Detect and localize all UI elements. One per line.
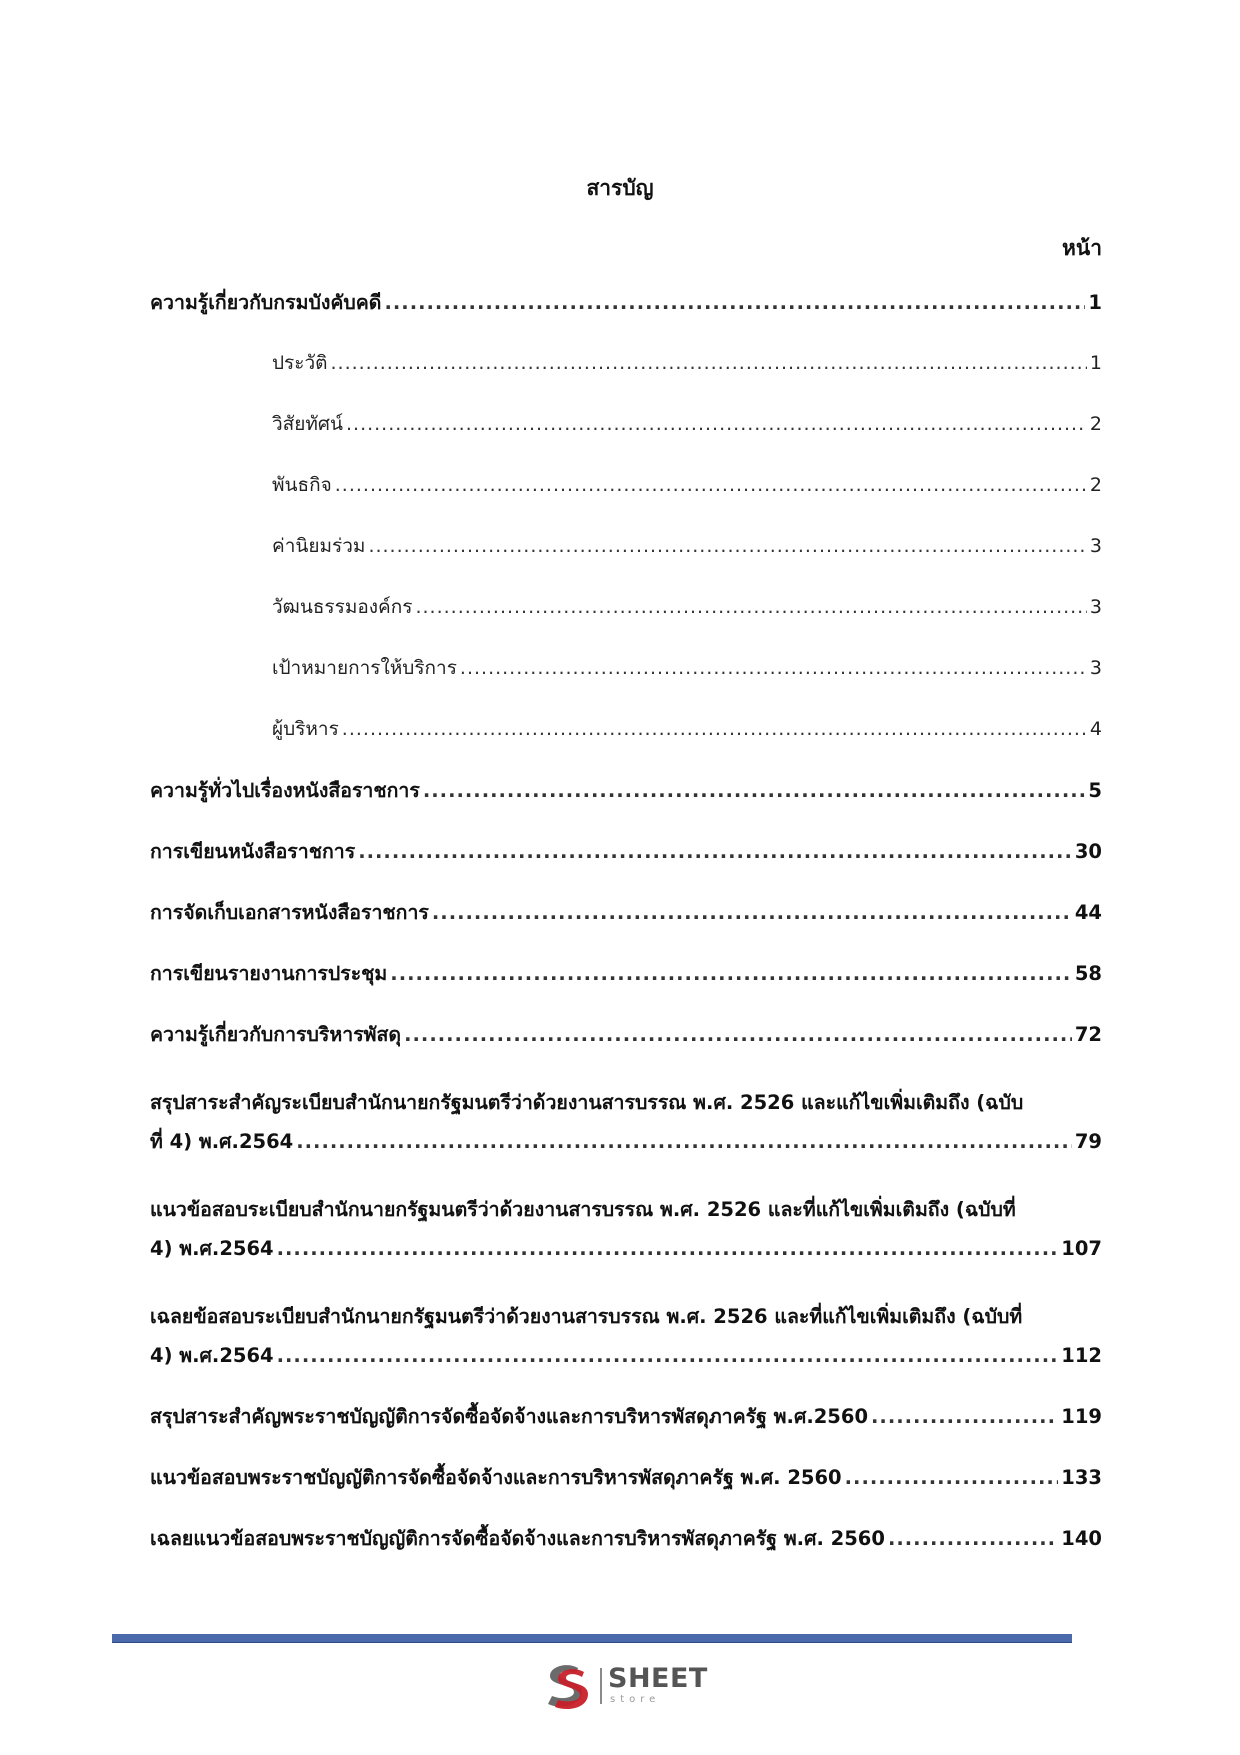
toc-entry-label: สรุปสาระสำคัญพระราชบัญญัติการจัดซื้อจัดจ้างและการบริหารพัสดุภาครัฐ พ.ศ.2560 xyxy=(150,1405,869,1428)
toc-entry-label: การเขียนหนังสือราชการ xyxy=(150,840,356,863)
dot-leader xyxy=(342,718,1087,740)
toc-entry-page: 140 xyxy=(1061,1527,1102,1550)
toc-entry-page: 107 xyxy=(1061,1237,1102,1260)
dot-leader xyxy=(888,1527,1058,1550)
logo-divider xyxy=(600,1668,602,1704)
logo-subtext: store xyxy=(610,1694,661,1705)
toc-entry-label: ผู้บริหาร xyxy=(272,718,339,740)
toc-entry[interactable] xyxy=(150,1462,1102,1523)
toc-subentry[interactable] xyxy=(150,348,1102,409)
toc-entry-page: 2 xyxy=(1089,474,1102,496)
toc-entry-label: ความรู้เกี่ยวกับกรมบังคับคดี xyxy=(150,291,382,314)
dot-leader xyxy=(277,1237,1059,1260)
dot-leader xyxy=(277,1344,1059,1367)
toc-entry-page: 1 xyxy=(1089,352,1102,374)
toc-entry[interactable] xyxy=(150,1401,1102,1462)
toc-subentry[interactable] xyxy=(150,714,1102,775)
sheet-store-logo xyxy=(540,1660,720,1712)
toc-entry-page: 119 xyxy=(1061,1405,1102,1428)
toc-entry[interactable] xyxy=(150,775,1102,836)
dot-leader xyxy=(296,1130,1072,1153)
toc-entry[interactable] xyxy=(150,897,1102,958)
dot-leader xyxy=(335,474,1087,496)
toc-entry-page: 4 xyxy=(1089,718,1102,740)
dot-leader xyxy=(415,596,1086,618)
dot-leader xyxy=(404,1023,1072,1046)
toc-entry-page: 1 xyxy=(1088,291,1102,314)
toc-entry-label: ความรู้เกี่ยวกับการบริหารพัสดุ xyxy=(150,1023,402,1046)
dot-leader xyxy=(871,1405,1058,1428)
toc-entry-label: วัฒนธรรมองค์กร xyxy=(272,596,413,618)
table-of-contents xyxy=(150,287,1102,1584)
toc-entry-page: 3 xyxy=(1089,657,1102,679)
toc-entry[interactable] xyxy=(150,1019,1102,1080)
dot-leader xyxy=(368,535,1086,557)
toc-entry-label: เฉลยข้อสอบระเบียบสำนักนายกรัฐมนตรีว่าด้วยงานสารบรรณ พ.ศ. 2526 และที่แก้ไขเพิ่มเติมถึง (ฉบับที่ xyxy=(150,1305,1023,1328)
dot-leader xyxy=(358,840,1072,863)
toc-entry[interactable] xyxy=(150,1080,1102,1187)
toc-subentry[interactable] xyxy=(150,470,1102,531)
dot-leader xyxy=(346,413,1087,435)
toc-entry-label: เป้าหมายการให้บริการ xyxy=(272,657,457,679)
toc-entry-page: 30 xyxy=(1074,840,1102,863)
page-number-header: หน้า xyxy=(1062,236,1102,260)
toc-entry[interactable] xyxy=(150,1523,1102,1584)
toc-entry[interactable] xyxy=(150,836,1102,897)
dot-leader xyxy=(390,962,1072,985)
toc-entry-page: 5 xyxy=(1088,779,1102,802)
toc-entry[interactable] xyxy=(150,1187,1102,1294)
toc-entry-label-continued: 4) พ.ศ.2564 xyxy=(150,1344,274,1367)
toc-entry-label-continued: ที่ 4) พ.ศ.2564 xyxy=(150,1130,294,1153)
toc-entry[interactable] xyxy=(150,287,1102,348)
toc-entry-page: 72 xyxy=(1074,1023,1102,1046)
dot-leader xyxy=(432,901,1072,924)
toc-entry-label-continued: 4) พ.ศ.2564 xyxy=(150,1237,274,1260)
page-title: สารบัญ xyxy=(586,176,654,200)
toc-entry[interactable] xyxy=(150,1294,1102,1401)
toc-entry-label: วิสัยทัศน์ xyxy=(272,413,343,435)
toc-entry-label: ความรู้ทั่วไปเรื่องหนังสือราชการ xyxy=(150,779,420,802)
toc-subentry[interactable] xyxy=(150,592,1102,653)
toc-entry-label: แนวข้อสอบระเบียบสำนักนายกรัฐมนตรีว่าด้วยงานสารบรรณ พ.ศ. 2526 และที่แก้ไขเพิ่มเติมถึง (ฉบับที่ xyxy=(150,1198,1016,1221)
toc-subentry[interactable] xyxy=(150,653,1102,714)
toc-entry[interactable] xyxy=(150,958,1102,1019)
toc-entry-page: 3 xyxy=(1089,535,1102,557)
toc-subentry[interactable] xyxy=(150,531,1102,592)
toc-entry-label: การจัดเก็บเอกสารหนังสือราชการ xyxy=(150,901,429,924)
logo-wordmark: SHEET xyxy=(608,1663,708,1694)
toc-entry-page: 112 xyxy=(1061,1344,1102,1367)
sheet-store-logo-icon xyxy=(540,1660,592,1712)
toc-entry-label: เฉลยแนวข้อสอบพระราชบัญญัติการจัดซื้อจัดจ้างและการบริหารพัสดุภาครัฐ พ.ศ. 2560 xyxy=(150,1527,885,1550)
toc-entry-page: 79 xyxy=(1074,1130,1102,1153)
footer-divider xyxy=(112,1634,1072,1643)
dot-leader xyxy=(384,291,1085,314)
toc-entry-page: 44 xyxy=(1074,901,1102,924)
toc-entry-label: พันธกิจ xyxy=(272,474,332,496)
toc-entry-label: การเขียนรายงานการประชุม xyxy=(150,962,388,985)
toc-entry-label: ค่านิยมร่วม xyxy=(272,535,366,557)
dot-leader xyxy=(845,1466,1059,1489)
toc-entry-label: ประวัติ xyxy=(272,352,328,374)
toc-entry-label: สรุปสาระสำคัญระเบียบสำนักนายกรัฐมนตรีว่าด้วยงานสารบรรณ พ.ศ. 2526 และแก้ไขเพิ่มเติมถึง (ฉบับ xyxy=(150,1091,1024,1114)
toc-entry-page: 2 xyxy=(1089,413,1102,435)
toc-entry-page: 58 xyxy=(1074,962,1102,985)
toc-entry-page: 133 xyxy=(1061,1466,1102,1489)
dot-leader xyxy=(330,352,1086,374)
toc-entry-page: 3 xyxy=(1089,596,1102,618)
dot-leader xyxy=(460,657,1087,679)
toc-entry-label: แนวข้อสอบพระราชบัญญัติการจัดซื้อจัดจ้างและการบริหารพัสดุภาครัฐ พ.ศ. 2560 xyxy=(150,1466,842,1489)
toc-subentry[interactable] xyxy=(150,409,1102,470)
dot-leader xyxy=(423,779,1086,802)
